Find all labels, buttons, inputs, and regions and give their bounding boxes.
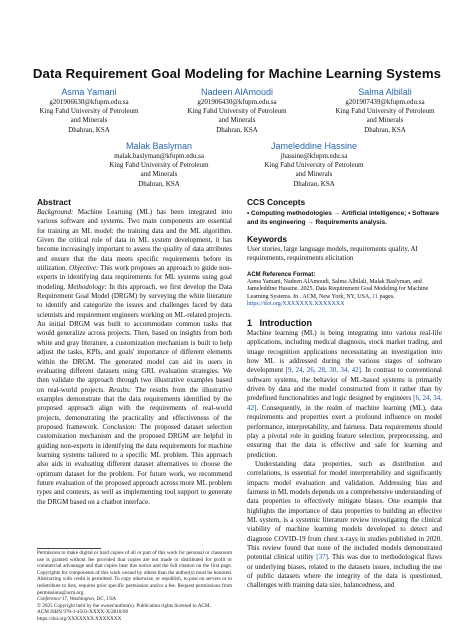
- author-affiliation: and Minerals: [295, 170, 333, 179]
- author-location: Dhahran, KSA: [293, 179, 335, 188]
- conference-name: Conference'17, Washington, DC, USA: [37, 596, 116, 603]
- left-column: [37, 196, 232, 507]
- author-location: Dhahran, KSA: [216, 125, 258, 134]
- author-location: Dhahran, KSA: [138, 179, 180, 188]
- author-affiliation: King Fahd University of Petroleum: [39, 107, 139, 116]
- author-block: [170, 87, 304, 135]
- author-affiliation: King Fahd University of Petroleum: [264, 161, 364, 170]
- author-affiliation: King Fahd University of Petroleum: [187, 107, 287, 116]
- copyright-line: © 2025 Copyright held by the owner/author(s). Publication rights licensed to ACM.: [37, 602, 211, 609]
- paper-title: Data Requirement Goal Modeling for Machine Learning Systems: [32, 66, 442, 81]
- right-column: [247, 196, 442, 591]
- reference-heading: ACM Reference Format:: [247, 271, 316, 278]
- author-email: g201906430@kfupm.edu.sa: [197, 98, 277, 106]
- author-email: malak.baslyman@kfupm.edu.sa: [114, 152, 204, 160]
- intro-paragraph: Understanding data properties, such as distribution and correlations, is essential for model interpretability and significantly impacts model evaluation and validation. Addressing bias and fairness in ML models depends on a comprehensive understanding of data properties to effectively mitigate biases. One example that highlights the importance of data properties to building an effective ML system, is a systemic literature review investigating the clinical viability of machine learning models developed to detect and diagnose COVID-19 from chest x-rays in studies published in 2020. This review found that none of the included models demonstrated potential clinical utility [37]. This was due to methodological flaws or underlying biases, related to the datasets issues, including the use of public datasets where the integrity of the data is questioned, challenges with training data size, balancedness, and: [247, 459, 442, 590]
- author-name: Malak Baslyman: [125, 141, 193, 151]
- author-name: Asma Yamani: [61, 87, 117, 97]
- intro-paragraph: Machine learning (ML) is being integrating into various real-life applications, including medical diagnosis, stock market trading, and image recognition applications necessitating an investigation into how ML is addressed during the various stages of software development [9, 24, 26, 28, 30, 34, 42]. In contrast to conventional software systems, the behavior of ML-based systems is primarily driven by data and the model constructed from it rather than by predefined functionalities and logic designed by engineers [6, 24, 34, 42]. Consequently, in the realm of machine learning (ML), data requirements and properties exert a profound influence on model performance, interpretability, and fairness. Data requirements should play a pivotal role in guiding feature selection, preprocessing, and ensuring that the data is effective and safe for learning and prediction.: [247, 329, 443, 459]
- author-block: [247, 141, 381, 189]
- keywords-heading: Keywords: [247, 234, 288, 244]
- author-name: Salma Albilali: [358, 87, 412, 97]
- doi-line: https://doi.org/XXXXXXX.XXXXXXX: [37, 615, 122, 622]
- permission-text: Permission to make digital or hard copies of all or part of this work for personal or classroom use is granted without fee provided that copies are not made or distributed for profit or commercial advantage and that copies bear this notice and the full citation on the first page. Copyrights for components of this work owned by others than the author(s) must be honored. Abstracting with credit is permitted. To copy otherwise, or republish, to post on servers or to redistribute to lists, requires prior specific permission and/or a fee. Request permissions from permissions@acm.org.: [37, 550, 232, 596]
- citation-link[interactable]: [37]: [316, 553, 328, 562]
- ccs-heading: CCS Concepts: [247, 197, 306, 207]
- abstract-text: Background: Machine Learning (ML) has been integrated into various software and systems. Two main components are essential for training an ML model: the training data and the ML algorithm. Given the critical role of data in ML system development, it has become increasingly important to assess the quality of data attributes and ensure that the data meets specific requirements before its utilization. Objective: This work proposes an approach to guide non-experts in identifying data requirements for ML systems using goal modeling. Methodology: In this approach, we first develop the Data Requirement Goal Model (DRGM) by surveying the white literature to identify and categorize the issues and challenges faced by data scientists and requirement engineers working on ML-related projects. An initial DRGM was built to accommodate common tasks that would generalize across projects. Then, based on insights from both white and gray literature, a customization mechanism is built to help adjust the tasks, KPIs, and goals' importance of different elements within the DRGM. The generated model can aid its users in evaluating different datasets using GRL evaluation strategies. We then validate the approach through two illustrative examples based on real-world projects. Results: The results from the illustrative examples demonstrate that the data requirements identified by the proposed approach align with the requirements of real-world projects, demonstrating the practicality and effectiveness of the proposed framework. Conclusion: The proposed dataset selection customization mechanism and the proposed DRGM are helpful in guiding non-experts in identifying the data requirements for machine learning systems tailored to a specific ML problem. This approach also aids in evaluating different dataset alternatives to choose the optimum dataset for the problem. For future work, we recommend future evaluation of the proposed approach across more ML problem types and contexts, as well as implementing tool support to generate the DRGM based on a chatbot interface.: [37, 208, 232, 506]
- introduction-heading: 1 Introduction: [247, 318, 313, 329]
- author-affiliation: and Minerals: [366, 116, 404, 125]
- author-affiliation: King Fahd University of Petroleum: [109, 161, 209, 170]
- author-affiliation: and Minerals: [70, 116, 108, 125]
- footnote-divider: [37, 548, 101, 549]
- author-affiliation: and Minerals: [140, 170, 178, 179]
- author-affiliation: King Fahd University of Petroleum: [335, 107, 435, 116]
- ccs-text: • Computing methodologies → Artificial intelligence; • Software and its engineering → Requirements analysis.: [247, 210, 440, 226]
- citation-link[interactable]: [9, 24, 26, 28, 30, 34, 42]: [285, 366, 361, 375]
- abstract-heading: Abstract: [37, 197, 71, 207]
- author-email: jhassine@kfupm.edu.sa: [280, 152, 348, 160]
- author-email: g201907439@kfupm.edu.sa: [345, 98, 425, 106]
- keywords-text: User stories, large language models, requirements quality, AI requirements, requirements elicitation: [247, 245, 418, 263]
- author-name: Jameleddine Hassine: [270, 141, 358, 151]
- citation-link[interactable]: [6, 24, 34, 42]: [247, 394, 442, 412]
- author-affiliation: and Minerals: [218, 116, 256, 125]
- author-name: Nadeen AlAmoudi: [200, 87, 274, 97]
- author-block: [92, 141, 226, 189]
- author-block: [22, 87, 156, 135]
- isbn-line: ACM ISBN 978-1-4503-XXXX-X/2018/06: [37, 609, 129, 616]
- reference-text: Asma Yamani, Nadeen AlAmoudi, Salma Albilali, Malak Baslyman, and Jameleddine Hassine. 2025. Data Requirement Goal Modeling for Machine Learning Systems. In . ACM, New York, NY, USA, 11 pages. https://doi.org/XXXXXXX.XXXXXXX: [247, 278, 429, 308]
- permission-footnote: [37, 550, 232, 623]
- reference-doi-link[interactable]: https://doi.org/XXXXXXX.XXXXXXX: [247, 301, 345, 308]
- author-email: g201906630@kfupm.edu.sa: [49, 98, 129, 106]
- pages-link[interactable]: 11: [372, 293, 379, 300]
- author-location: Dhahran, KSA: [68, 125, 110, 134]
- author-block: [318, 87, 452, 135]
- author-location: Dhahran, KSA: [364, 125, 406, 134]
